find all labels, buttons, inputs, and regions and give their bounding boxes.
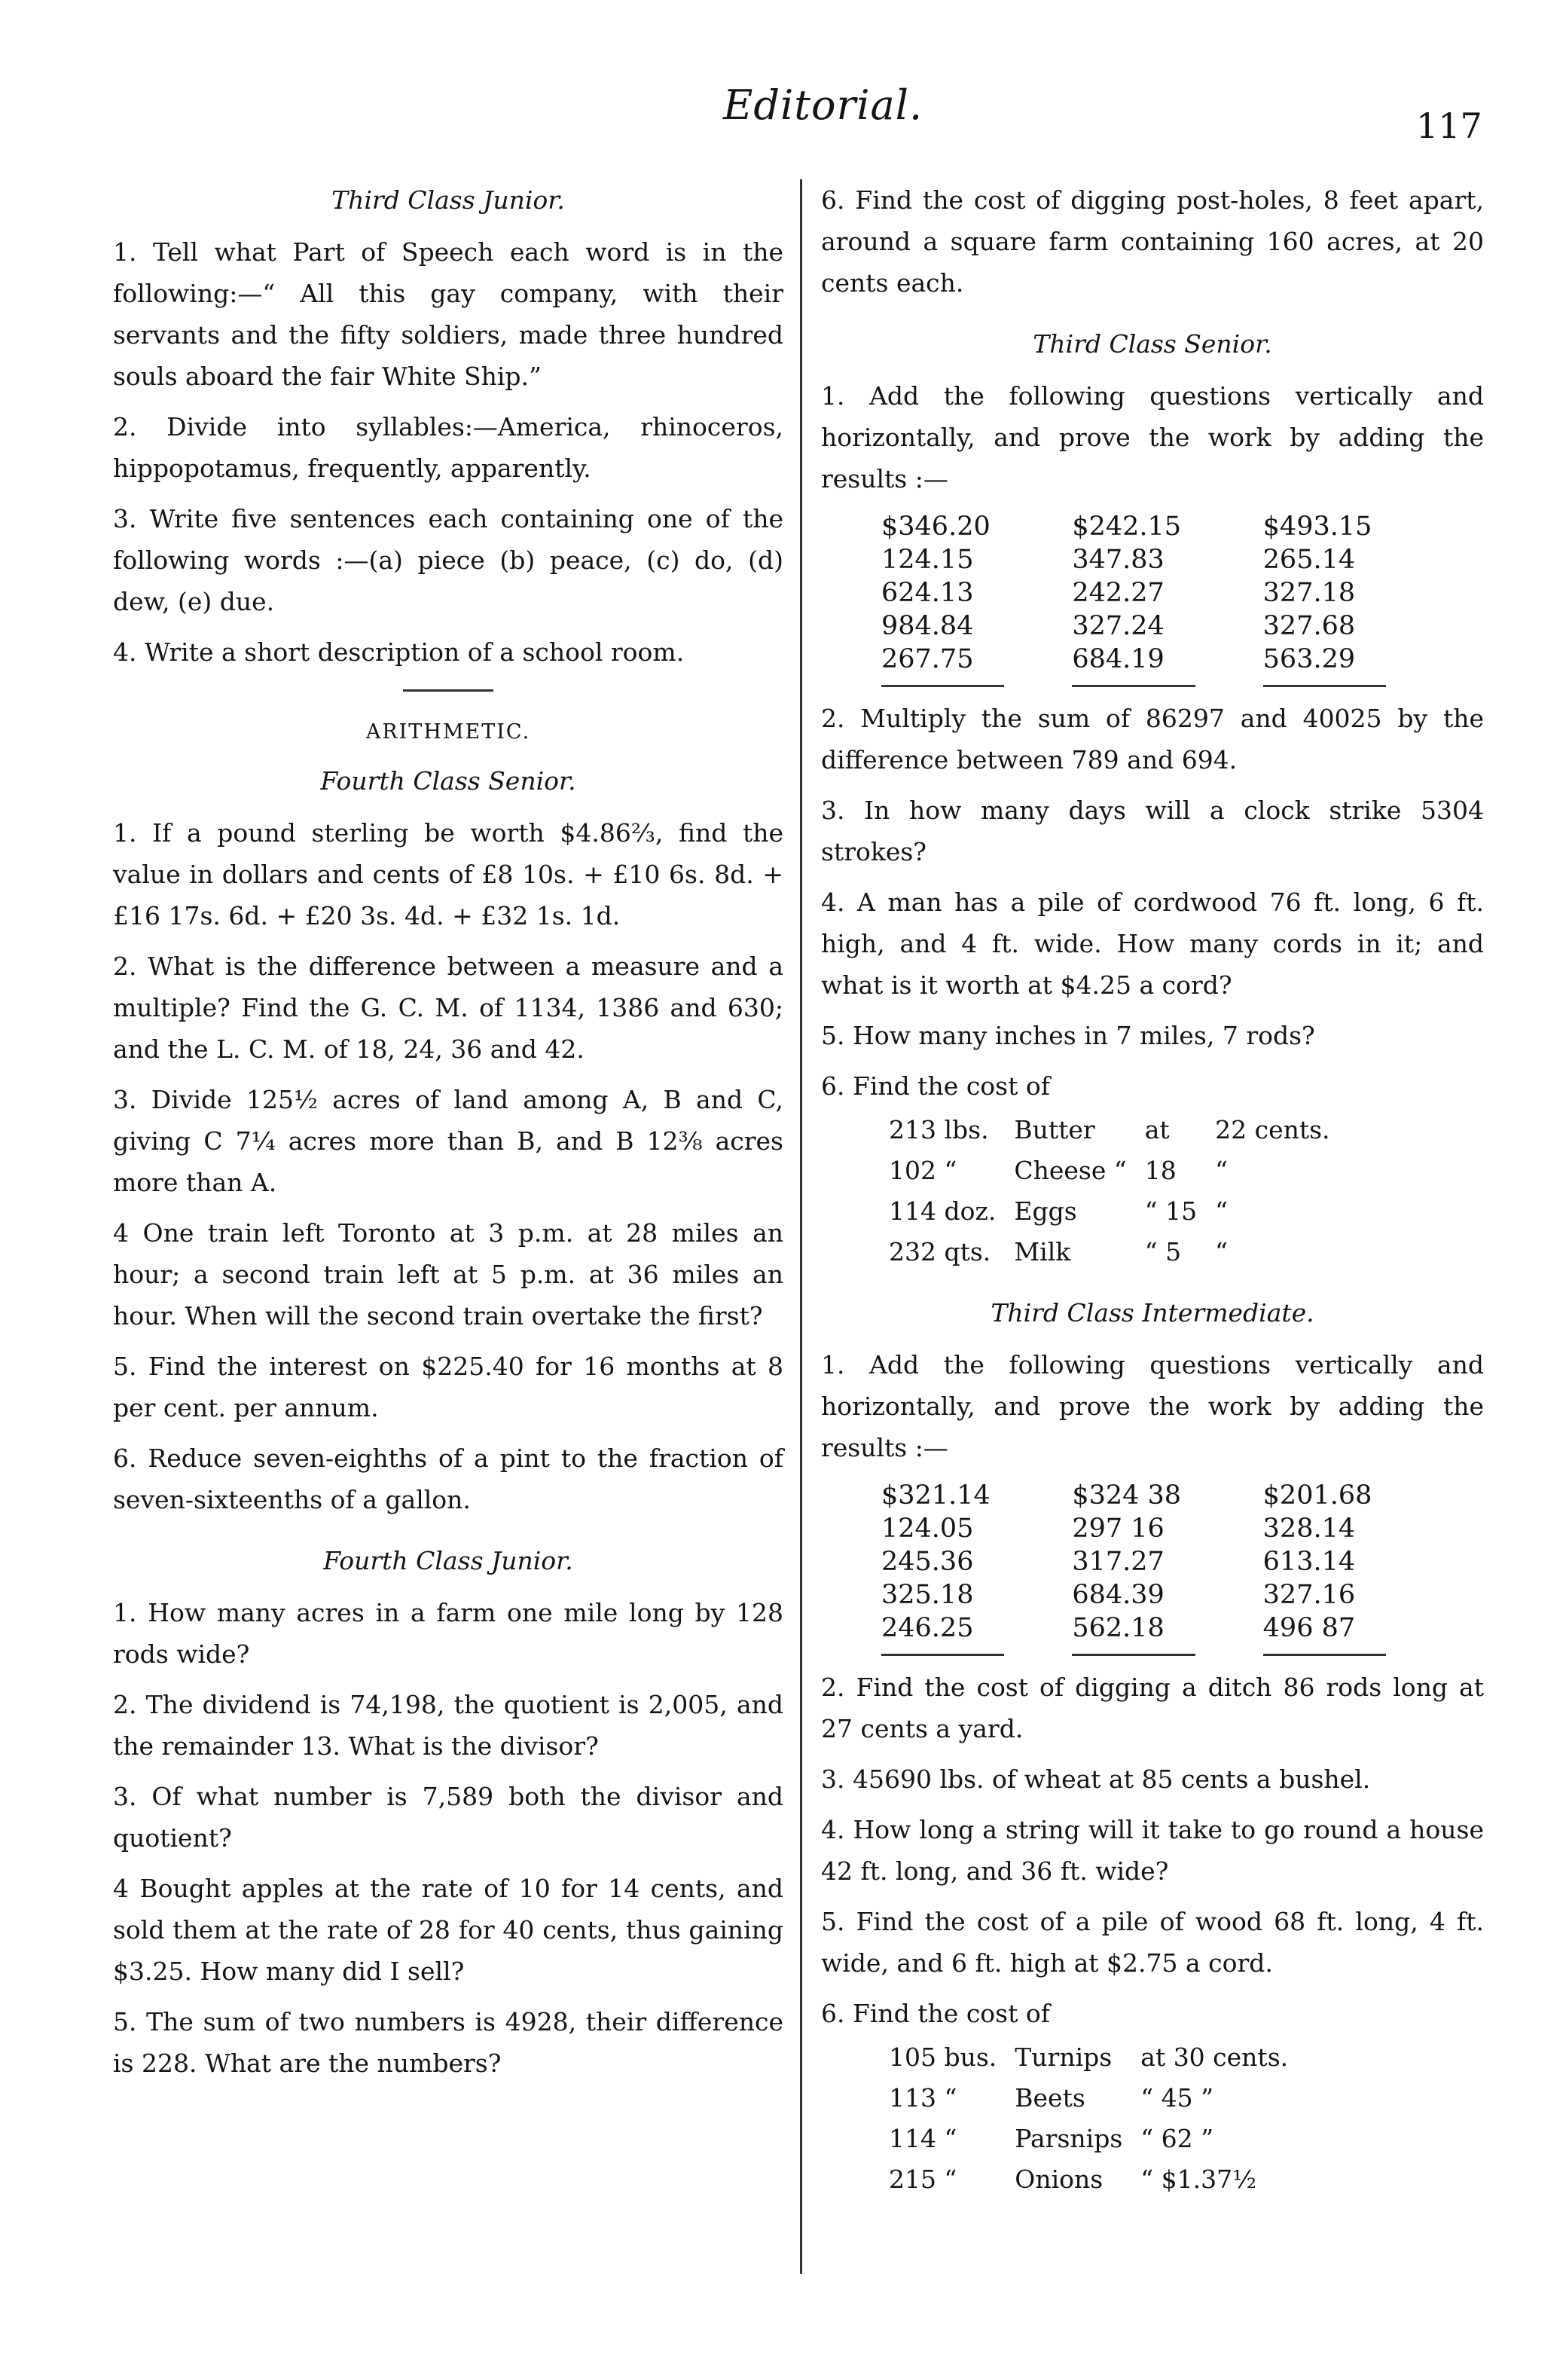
- table-cell: “ 5: [1144, 1237, 1182, 1266]
- table-row: [881, 1479, 1454, 1512]
- table-cell: 328.14: [1262, 1514, 1356, 1544]
- question: 2. Divide into syllables:—America, rhinoceros, hippopotamus, frequently, apparently.: [113, 412, 783, 483]
- table-cell: 213 lbs.: [889, 1115, 989, 1144]
- table-cell: 105 bus.: [889, 2042, 997, 2072]
- table-cell: 22 cents.: [1215, 1115, 1330, 1144]
- table-cell: Turnips: [1015, 2042, 1113, 2072]
- question: 1. Add the following questions vertically and horizontally, and prove the work by adding the results :—: [821, 381, 1484, 493]
- table-cell: Beets: [1015, 2083, 1085, 2113]
- table-cell: 327.16: [1262, 1580, 1356, 1610]
- purchase-list-senior: [889, 1110, 1348, 1272]
- table-cell: 327.68: [1262, 611, 1356, 641]
- table-row: [889, 1150, 1348, 1191]
- heading-third-class-senior: Third Class Senior.: [1033, 329, 1272, 359]
- table-cell: 325.18: [881, 1580, 974, 1610]
- table-cell: 114 doz.: [889, 1196, 997, 1226]
- heading-fourth-class-junior: Fourth Class Junior.: [323, 1546, 573, 1575]
- table-cell: 124.15: [881, 545, 974, 575]
- table-cell: at: [1144, 1115, 1170, 1144]
- table-cell: Cheese “: [1014, 1156, 1127, 1185]
- table-cell: $324 38: [1072, 1480, 1182, 1511]
- table-row: [889, 1191, 1348, 1232]
- table-row: [881, 610, 1454, 643]
- table-cell: 684.19: [1072, 644, 1165, 674]
- table-cell: Onions: [1015, 2165, 1104, 2194]
- table-cell: 18: [1144, 1156, 1177, 1185]
- question: 1. Add the following questions vertically and horizontally, and prove the work by adding the results :—: [821, 1350, 1484, 1462]
- question: 2. What is the difference between a measure and a multiple? Find the G. C. M. of 1134, 1386 and 630; and the L. C. M. of 18, 24, 36 and 42.: [113, 952, 783, 1064]
- right-column: [821, 179, 1484, 2207]
- table-cell: “: [1215, 1237, 1228, 1266]
- page-number: 117: [1416, 105, 1482, 146]
- section-separator: [403, 689, 493, 692]
- heading-arithmetic: ARITHMETIC.: [365, 720, 531, 744]
- heading-third-class-intermediate: Third Class Intermediate.: [991, 1298, 1314, 1327]
- table-cell: 297 16: [1072, 1514, 1165, 1544]
- table-cell: 562.18: [1072, 1613, 1165, 1643]
- table-row: [881, 643, 1454, 676]
- heading-fourth-class-senior: Fourth Class Senior.: [320, 766, 576, 796]
- table-cell: 114 “: [889, 2124, 957, 2153]
- table-cell: 563.29: [1262, 644, 1356, 674]
- question: 1. How many acres in a farm one mile long by 128 rods wide?: [113, 1598, 783, 1669]
- question: 5. The sum of two numbers is 4928, their difference is 228. What are the numbers?: [113, 2007, 783, 2078]
- question: 3. Divide 125½ acres of land among A, B and C, giving C 7¼ acres more than B, and B 12⅜ acres more than A.: [113, 1085, 783, 1197]
- sum-underline: [1072, 685, 1195, 687]
- table-row: [889, 2037, 1306, 2078]
- heading-third-class-junior: Third Class Junior.: [331, 185, 565, 215]
- table-cell: 984.84: [881, 611, 974, 641]
- table-row: [889, 2159, 1306, 2200]
- table-cell: 347.83: [1072, 545, 1165, 575]
- table-row: [889, 1232, 1348, 1272]
- table-cell: 267.75: [881, 644, 974, 674]
- table-cell: Butter: [1014, 1115, 1095, 1144]
- question: 3. Of what number is 7,589 both the divisor and quotient?: [113, 1782, 783, 1853]
- question: 4. A man has a pile of cordwood 76 ft. long, 6 ft. high, and 4 ft. wide. How many cords in it; and what is it worth at $4.25 a cord?: [821, 888, 1484, 1000]
- table-cell: 113 “: [889, 2083, 957, 2113]
- table-row: [881, 1612, 1454, 1645]
- table-cell: 496 87: [1262, 1613, 1356, 1643]
- table-cell: $201.68: [1262, 1480, 1372, 1511]
- table-cell: “ 45 ”: [1140, 2083, 1213, 2113]
- question: 6. Find the cost of digging post-holes, 8 feet apart, around a square farm containing 160 acres, at 20 cents each.: [821, 185, 1484, 298]
- question: 5. How many inches in 7 miles, 7 rods?: [821, 1021, 1315, 1050]
- table-cell: 232 qts.: [889, 1237, 991, 1266]
- table-cell: 215 “: [889, 2165, 957, 2194]
- sum-underline: [1263, 685, 1386, 687]
- question: 1. If a pound sterling be worth $4.86⅔, find the value in dollars and cents of £8 10s. + £10 6s. 8d. + £16 17s. 6d. + £20 3s. 4d. + £32 1s. 1d.: [113, 818, 783, 930]
- sum-underlines: [881, 685, 1454, 687]
- addition-table-intermediate: [881, 1479, 1454, 1645]
- column-divider: [800, 179, 802, 2274]
- question: 6. Find the cost of: [821, 1071, 1050, 1101]
- question: 4 One train left Toronto at 3 p.m. at 28 miles an hour; a second train left at 5 p.m. at 36 miles an hour. When will the second train overtake the first?: [113, 1218, 783, 1331]
- table-cell: 613.14: [1262, 1547, 1356, 1577]
- table-row: [889, 1110, 1348, 1150]
- table-cell: Eggs: [1014, 1196, 1077, 1226]
- question: 3. In how many days will a clock strike 5304 strokes?: [821, 796, 1484, 866]
- table-cell: 684.39: [1072, 1580, 1165, 1610]
- table-cell: 327.18: [1262, 578, 1356, 608]
- table-cell: Parsnips: [1015, 2124, 1123, 2153]
- sum-underline: [881, 1654, 1004, 1656]
- table-cell: 124.05: [881, 1514, 974, 1544]
- table-cell: $346.20: [881, 512, 991, 542]
- table-cell: 317.27: [1072, 1547, 1165, 1577]
- question: 4. How long a string will it take to go round a house 42 ft. long, and 36 ft. wide?: [821, 1815, 1484, 1886]
- sum-underlines: [881, 1654, 1454, 1656]
- question: 2. The dividend is 74,198, the quotient is 2,005, and the remainder 13. What is the divisor?: [113, 1690, 783, 1761]
- table-cell: 246.25: [881, 1613, 974, 1643]
- table-cell: at 30 cents.: [1140, 2042, 1289, 2072]
- question: 2. Multiply the sum of 86297 and 40025 by the difference between 789 and 694.: [821, 704, 1484, 774]
- table-cell: “: [1215, 1156, 1228, 1185]
- table-row: [881, 1545, 1454, 1578]
- table-cell: $321.14: [881, 1480, 991, 1511]
- sum-underline: [1263, 1654, 1386, 1656]
- question: 4 Bought apples at the rate of 10 for 14 cents, and sold them at the rate of 28 for 40 cents, thus gaining $3.25. How many did I sell?: [113, 1874, 783, 1986]
- table-cell: 245.36: [881, 1547, 974, 1577]
- question: 3. Write five sentences each containing one of the following words :—(a) piece (b) peace, (c) do, (d) dew, (e) due.: [113, 504, 783, 616]
- table-cell: 624.13: [881, 578, 974, 608]
- table-row: [889, 2078, 1306, 2119]
- table-cell: $242.15: [1072, 512, 1182, 542]
- sum-underline: [1072, 1654, 1195, 1656]
- table-cell: “ $1.37½: [1140, 2165, 1257, 2194]
- question: 6. Reduce seven-eighths of a pint to the fraction of seven-sixteenths of a gallon.: [113, 1444, 783, 1514]
- table-row: [881, 543, 1454, 576]
- table-cell: $493.15: [1262, 512, 1372, 542]
- question: 3. 45690 lbs. of wheat at 85 cents a bushel.: [821, 1764, 1371, 1794]
- question: 5. Find the cost of a pile of wood 68 ft. long, 4 ft. wide, and 6 ft. high at $2.75 a cord.: [821, 1907, 1484, 1978]
- question: 6. Find the cost of: [821, 1999, 1050, 2028]
- table-cell: “ 15: [1144, 1196, 1198, 1226]
- table-row: [889, 2119, 1306, 2159]
- table-cell: Milk: [1014, 1237, 1071, 1266]
- sum-underline: [881, 685, 1004, 687]
- table-cell: 265.14: [1262, 545, 1356, 575]
- table-row: [881, 1578, 1454, 1612]
- question: 5. Find the interest on $225.40 for 16 months at 8 per cent. per annum.: [113, 1352, 783, 1422]
- table-cell: 327.24: [1072, 611, 1165, 641]
- table-cell: 242.27: [1072, 578, 1165, 608]
- table-row: [881, 1512, 1454, 1545]
- table-cell: 102 “: [889, 1156, 957, 1185]
- table-cell: “: [1215, 1196, 1228, 1226]
- question: 1. Tell what Part of Speech each word is in the following:—“ All this gay company, with their servants and the fifty soldiers, made three hundred souls aboard the fair White Ship.”: [113, 237, 783, 391]
- left-column: [113, 179, 783, 2084]
- table-row: [881, 576, 1454, 610]
- table-cell: “ 62 ”: [1140, 2124, 1213, 2153]
- addition-table-senior: [881, 510, 1454, 676]
- running-title: Editorial.: [723, 81, 923, 129]
- question: 4. Write a short description of a school room.: [113, 637, 685, 667]
- table-row: [881, 510, 1454, 543]
- question: 2. Find the cost of digging a ditch 86 rods long at 27 cents a yard.: [821, 1673, 1484, 1743]
- purchase-list-intermediate: [889, 2037, 1306, 2200]
